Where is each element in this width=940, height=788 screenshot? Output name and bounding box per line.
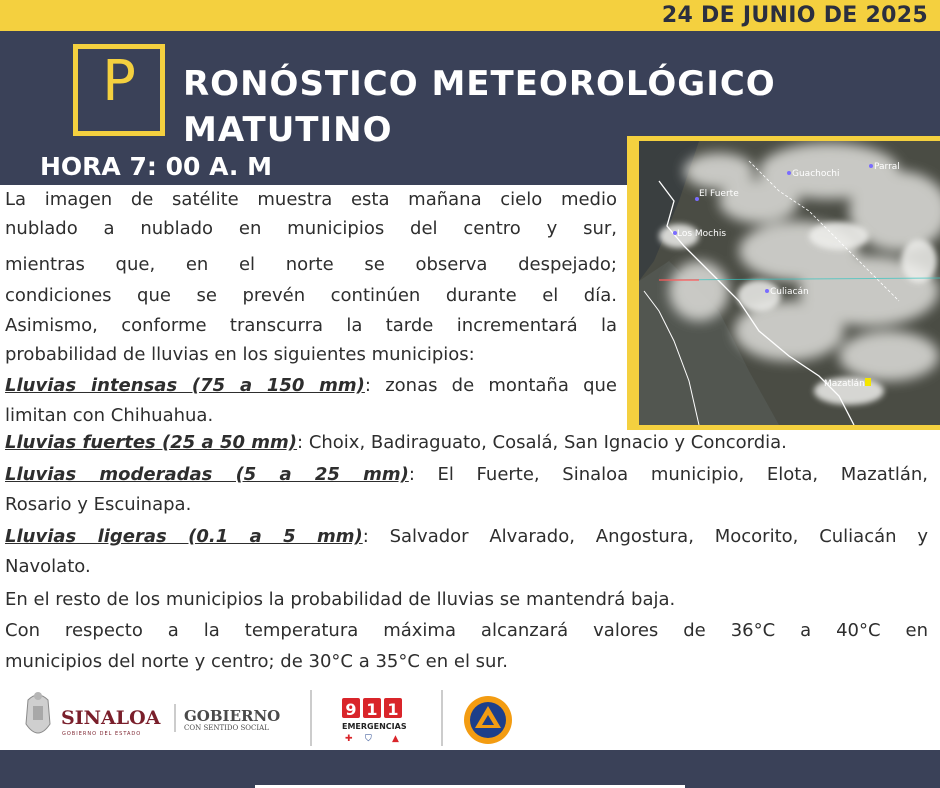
date-bar [0, 0, 940, 31]
bottom-bar [0, 750, 940, 788]
satellite-frame [627, 136, 940, 430]
emergency-cross-icon: ✚ [345, 734, 353, 744]
intro-line-1: La imagen de satélite muestra esta mañana cielo medio [5, 189, 617, 210]
rain-fuertes-text: : Choix, Badiraguato, Cosalá, San Ignacio y Concordia. [297, 432, 787, 453]
rain-fuertes-label: Lluvias fuertes (25 a 50 mm) [5, 432, 298, 453]
rain-fuertes-line [5, 429, 935, 457]
sinaloa-shield-icon [26, 692, 50, 733]
rain-moderadas-line-2: Rosario y Escuinapa. [5, 494, 192, 515]
police-icon: ⛉ [365, 734, 372, 744]
map-label-parral: Parral [874, 162, 900, 172]
satellite-image [639, 141, 940, 425]
title-line-1: RONÓSTICO METEOROLÓGICO [183, 64, 776, 104]
rain-ligeras-text: : Salvador Alvarado, Angostura, Mocorito, Culiacán y [362, 526, 928, 547]
emergencias-label: EMERGENCIAS [342, 722, 407, 731]
title-initial-box [73, 44, 165, 136]
rain-intensas-label: Lluvias intensas (75 a 150 mm) [5, 375, 365, 396]
intro-line-2: nublado a nublado en municipios del centro y sur, [5, 218, 617, 239]
rain-intensas-text: : zonas de montaña que [364, 375, 617, 396]
rain-moderadas-label: Lluvias moderadas (5 a 25 mm) [5, 464, 409, 485]
title-line-2: MATUTINO [183, 110, 393, 150]
rain-moderadas-text: : El Fuerte, Sinaloa municipio, Elota, Mazatlán, [408, 464, 928, 485]
rain-moderadas-line-1 [5, 461, 928, 489]
digit-1a: 1 [366, 700, 378, 719]
map-label-el-fuerte: El Fuerte [699, 189, 739, 199]
rain-intensas-line-2: limitan con Chihuahua. [5, 405, 214, 426]
forecast-hour: HORA 7: 00 A. M [40, 152, 272, 181]
fire-icon: ▲ [392, 734, 399, 744]
map-label-culiacan: Culiacán [770, 287, 809, 297]
intro-line-6: probabilidad de lluvias en los siguientes municipios: [5, 344, 475, 365]
digit-1b: 1 [387, 700, 399, 719]
rain-ligeras-line-1 [5, 523, 928, 551]
gobierno-wordmark: GOBIERNO [184, 707, 281, 725]
digit-9: 9 [345, 700, 357, 719]
sinaloa-wordmark: SINALOA [61, 707, 161, 729]
proteccion-civil-seal [464, 696, 512, 744]
temperature-line-2: municipios del norte y centro; de 30°C a 35°C en el sur. [5, 651, 508, 672]
rain-intensas-line-1 [5, 372, 617, 400]
intro-line-3: mientras que, en el norte se observa despejado; [5, 254, 617, 275]
intro-line-4: condiciones que se prevén continúen durante el día. [5, 285, 617, 306]
map-label-los-mochis: Los Mochis [677, 229, 727, 239]
temperature-line-1: Con respecto a la temperatura máxima alcanzará valores de 36°C a 40°C en [5, 620, 928, 641]
gobierno-subtitle: CON SENTIDO SOCIAL [184, 724, 269, 732]
rain-ligeras-label: Lluvias ligeras (0.1 a 5 mm) [5, 526, 363, 547]
map-label-guachochi: Guachochi [792, 169, 840, 179]
map-label-mazatlan: Mazatlán [824, 379, 865, 389]
sinaloa-subtitle: GOBIERNO DEL ESTADO [62, 731, 142, 737]
footer-logos [0, 688, 940, 748]
intro-line-5: Asimismo, conforme transcurra la tarde incrementará la [5, 315, 617, 336]
title-initial-letter: P [102, 49, 136, 114]
rest-municipalities: En el resto de los municipios la probabilidad de lluvias se mantendrá baja. [5, 589, 676, 610]
rain-ligeras-line-2: Navolato. [5, 556, 91, 577]
bulletin-date: 24 DE JUNIO DE 2025 [661, 3, 928, 28]
